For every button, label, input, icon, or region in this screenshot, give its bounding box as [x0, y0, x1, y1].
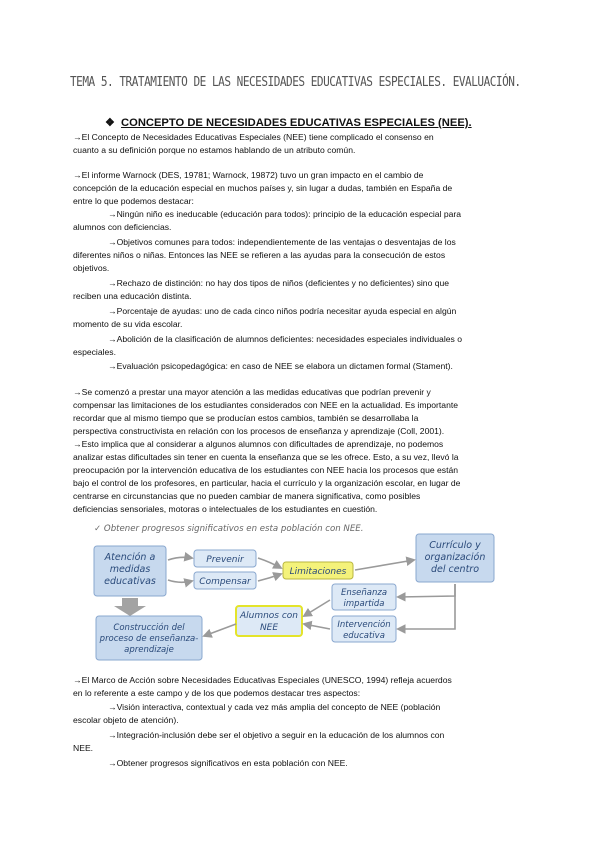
intervencion-box — [332, 616, 396, 642]
text-line: →Ningún niño es ineducable (educación para todos): principio de la educación especial para — [108, 209, 462, 219]
down-arrow-icon — [114, 598, 146, 616]
text-line: perspectiva constructivista en relación con los procesos de enseñanza y aprendizaje (Coll, 2001). — [73, 426, 445, 436]
text-line: reciben una educación distinta. — [73, 291, 192, 301]
curriculo-line: Currículo y — [429, 540, 481, 551]
text-line: →Porcentaje de ayudas: uno de cada cinco niños podría necesitar ayuda especial en algún — [108, 306, 457, 316]
construccion-line: aprendizaje — [124, 645, 174, 655]
curriculo-box — [416, 534, 494, 582]
section-heading-text: CONCEPTO DE NECESIDADES EDUCATIVAS ESPECIALES (NEE). — [121, 117, 472, 129]
text-line: objetivos. — [73, 263, 110, 273]
construccion-line: Construcción del — [113, 623, 185, 633]
diagram-caption: ✓ Obtener progresos significativos en esta población con NEE. — [94, 524, 364, 534]
text-line: →Obtener progresos significativos en esta población con NEE. — [108, 758, 348, 768]
atencion-line: educativas — [104, 576, 156, 587]
text-line: NEE. — [73, 743, 94, 753]
text-line: deficiencias sensoriales, motoras o intelectuales de los estudiantes en cuestión. — [73, 504, 378, 514]
ensenanza-line: Enseñanza — [340, 588, 388, 598]
curriculo-line: organización — [424, 552, 486, 563]
text-line: concepción de la educación especial en muchos países y, sin lugar a dudas, también en España de — [73, 183, 453, 193]
text-line: →El Marco de Acción sobre Necesidades Educativas Especiales (UNESCO, 1994) refleja acuerdos — [73, 675, 452, 685]
text-line: escolar objeto de atención). — [73, 715, 179, 725]
text-line: →Objetivos comunes para todos: independientemente de las ventajas o desventajas de los — [108, 237, 456, 247]
limitaciones-box — [283, 562, 353, 579]
atencion-box — [94, 546, 166, 596]
text-line: →Esto implica que al considerar a algunos alumnos con dificultades de aprendizaje, no podemos — [73, 439, 444, 449]
text-line: diferentes niños o niñas. Entonces las NEE se refieren a las ayudas para la consecución de estos — [73, 250, 446, 260]
compensar-label: Compensar — [199, 577, 251, 587]
ensenanza-box — [332, 584, 396, 610]
intervencion-line: Intervención — [337, 620, 391, 630]
document-title: TEMA 5. TRATAMIENTO DE LAS NECESIDADES EDUCATIVAS ESPECIALES. EVALUACIÓN. — [70, 74, 521, 90]
alumnos-line: NEE — [259, 623, 279, 633]
text-line: momento de su vida escolar. — [73, 319, 183, 329]
compensar-box — [194, 572, 256, 589]
text-line: →El Concepto de Necesidades Educativas Especiales (NEE) tiene complicado el consenso en — [73, 132, 434, 142]
text-line: →Abolición de la clasificación de alumnos deficientes: necesidades especiales individuales o — [108, 334, 462, 344]
text-line: bajo el control de los profesores, en particular, hacia el currículo y la organización escolar, en lugar de — [73, 478, 461, 488]
prevenir-label: Prevenir — [206, 555, 244, 565]
text-line: →Visión interactiva, contextual y cada vez más amplia del concepto de NEE (población — [108, 702, 441, 712]
text-line: preocupación por la intervención educativa de los estudiantes con NEE hacia los procesos que están — [73, 465, 459, 475]
alumnos-box — [236, 606, 302, 636]
text-line: analizar estas dificultades sin tener en cuenta la enseñanza que se les ofrece. Esto, a su vez, llevó la — [73, 452, 459, 462]
text-line: →El informe Warnock (DES, 19781; Warnock, 19872) tuvo un gran impacto en el cambio de — [73, 170, 424, 180]
text-line: especiales. — [73, 347, 116, 357]
text-line: recordar que al mismo tiempo que se producían estos cambios, también se desarrollaba la — [73, 413, 419, 423]
text-line: entre lo que podemos destacar: — [73, 196, 194, 206]
text-line: →Rechazo de distinción: no hay dos tipos de niños (deficientes y no deficientes) sino que — [108, 278, 450, 288]
text-line: →Se comenzó a prestar una mayor atención a las medidas educativas que podrían prevenir y — [73, 387, 431, 397]
intervencion-line: educativa — [343, 631, 385, 641]
construccion-line: proceso de enseñanza- — [99, 634, 199, 644]
ensenanza-line: impartida — [343, 599, 385, 609]
construccion-box — [96, 616, 202, 660]
prevenir-box — [194, 550, 256, 567]
text-line: centrarse en circunstancias que no pueden cambiar de manera significativa, como posibles — [73, 491, 421, 501]
atencion-line: Atención a — [104, 552, 156, 563]
alumnos-line: Alumnos con — [239, 611, 299, 621]
section-heading — [105, 116, 472, 129]
text-line: cuanto a su definición porque no estamos hablando de un atributo común. — [73, 145, 356, 155]
text-line: alumnos con deficiencias. — [73, 222, 172, 232]
text-line: en lo referente a este campo y de los que podemos destacar tres aspectos: — [73, 688, 361, 698]
atencion-line: medidas — [109, 564, 151, 575]
text-line: compensar las limitaciones de los estudiantes considerados con NEE en la actualidad. Es importante — [73, 400, 459, 410]
diamond-bullet-icon: ❖ — [105, 117, 116, 129]
text-line: →Evaluación psicopedagógica: en caso de NEE se elabora un dictamen formal (Stament). — [108, 361, 453, 371]
text-line: →Integración-inclusión debe ser el objetivo a seguir en la educación de los alumnos con — [108, 730, 445, 740]
limitaciones-label: Limitaciones — [289, 567, 347, 577]
curriculo-line: del centro — [430, 564, 480, 575]
nee-diagram — [88, 520, 538, 666]
